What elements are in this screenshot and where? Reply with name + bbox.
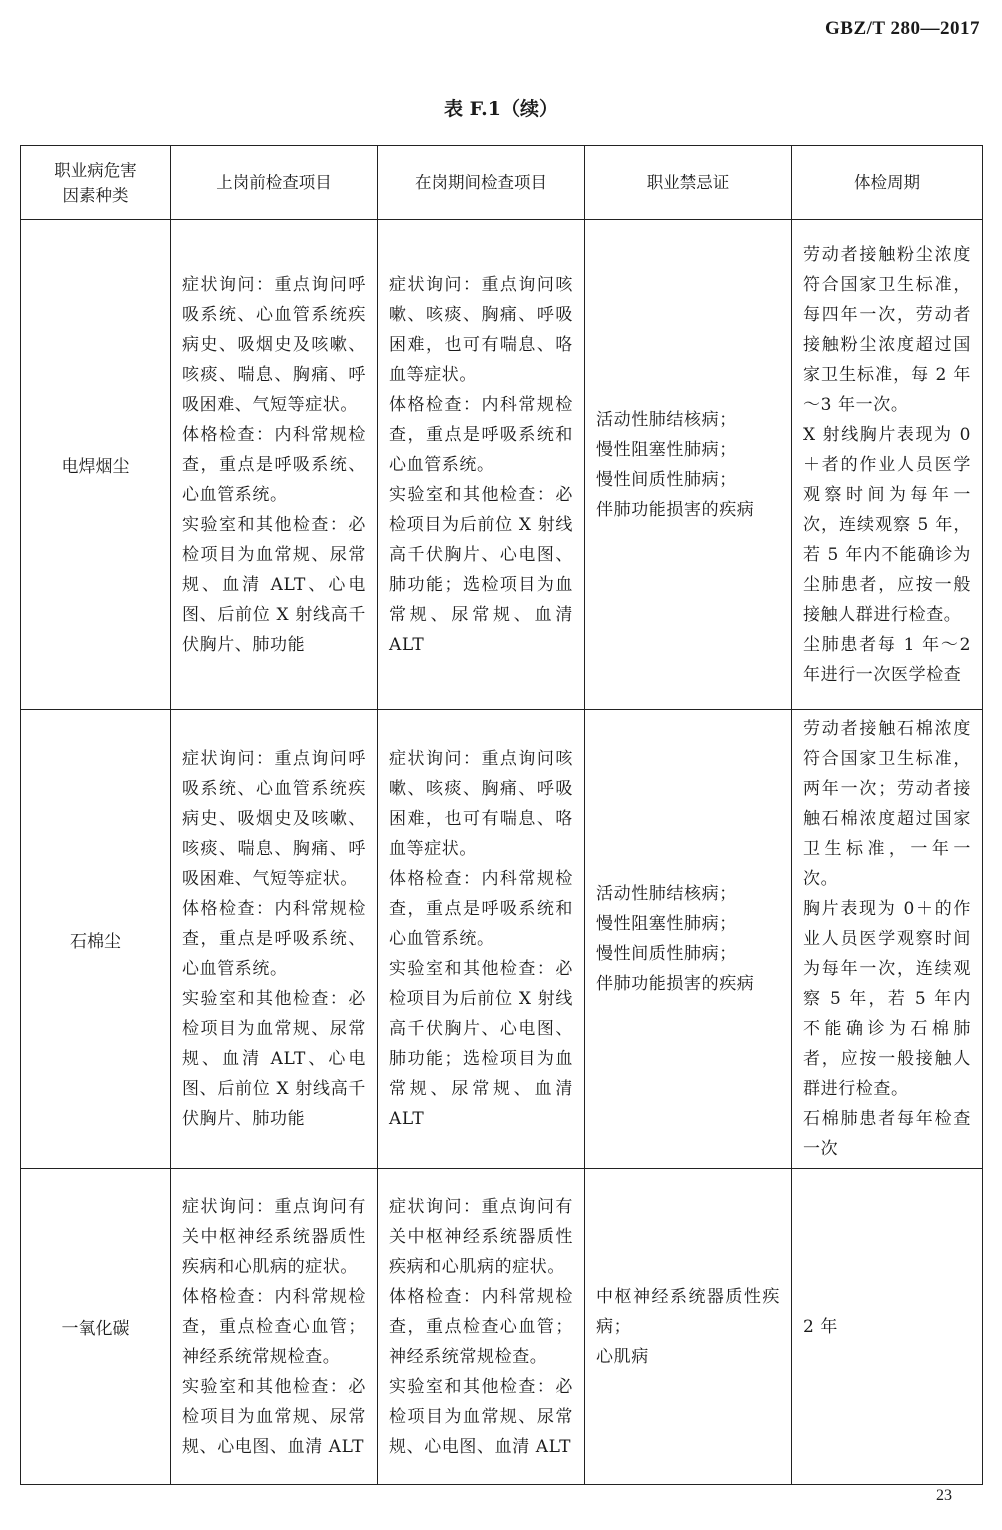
cell-paragraph: 实验室和其他检查：必检项目为后前位 X 射线高千伏胸片、心电图、肺功能；选检项目为血常规、尿常规、血清 ALT [389,959,573,1129]
cell-paragraph: 实验室和其他检查：必检项目为后前位 X 射线高千伏胸片、心电图、肺功能；选检项目为血常规、尿常规、血清 ALT [389,484,573,655]
on-duty-cell [378,710,585,1169]
cell-paragraph: 实验室和其他检查：必检项目为血常规、尿常规、血清 ALT、心电图、后前位 X 射线高千伏胸片、肺功能 [182,989,366,1129]
table-header-row [21,146,983,220]
header-factor-line: 职业病危害 [54,160,137,180]
cell-paragraph: 实验室和其他检查：必检项目为血常规、尿常规、血清 ALT、心电图、后前位 X 射线高千伏胸片、肺功能 [182,514,366,655]
cell-line: 伴肺功能损害的疾病 [596,499,755,520]
contraindication-cell [585,220,792,710]
cell-paragraph: 症状询问：重点询问咳嗽、咳痰、胸痛、呼吸困难，也可有喘息、咯血等症状。 [389,749,573,859]
document-code: GBZ/T 280—2017 [825,18,980,39]
cell-paragraph: 实验室和其他检查：必检项目为血常规、尿常规、心电图、血清 ALT [389,1376,573,1457]
cell-paragraph: 症状询问：重点询问咳嗽、咳痰、胸痛、呼吸困难，也可有喘息、咯血等症状。 [389,274,573,385]
cell-paragraph: 石棉肺患者每年检查一次 [803,1109,971,1159]
factor-cell: 石棉尘 [21,710,171,1169]
cell-line: 慢性阻塞性肺病； [596,914,737,934]
cell-paragraph: 劳动者接触石棉浓度符合国家卫生标准，两年一次；劳动者接触石棉浓度超过国家卫生标准，一年一次。 [803,719,971,889]
cell-paragraph: 体格检查：内科常规检查，重点是呼吸系统和心血管系统。 [389,394,573,475]
cell-paragraph: 症状询问：重点询问有关中枢神经系统器质性疾病和心肌病的症状。 [389,1196,573,1277]
cell-line: 中枢神经系统器质性疾病； [596,1286,780,1337]
header-contraindication: 职业禁忌证 [585,146,792,220]
cell-paragraph: 体格检查：内科常规检查，重点检查心血管；神经系统常规检查。 [389,1286,573,1367]
contraindication-cell [585,710,792,1169]
factor-cell: 电焊烟尘 [21,220,171,710]
cell-line: 慢性阻塞性肺病； [596,439,737,460]
cell-line: 活动性肺结核病； [596,884,737,904]
pre-employment-cell [171,1169,378,1485]
cell-line: 伴肺功能损害的疾病 [596,974,755,994]
table-caption: 表 F.1（续） [443,98,559,120]
cell-line: 心肌病 [596,1346,649,1367]
cell-line: 慢性间质性肺病； [596,944,737,964]
cell-paragraph: 尘肺患者每 1 年～2 年进行一次医学检查 [803,634,971,685]
cell-paragraph: 症状询问：重点询问呼吸系统、心血管系统疾病史、吸烟史及咳嗽、咳痰、喘息、胸痛、呼吸困难、气短等症状。 [182,749,366,889]
table-row [21,1169,983,1485]
page-number: 23 [936,1487,952,1504]
cell-paragraph: 2 年 [803,1316,839,1337]
header-factor-line: 因素种类 [62,185,129,205]
pre-employment-cell [171,220,378,710]
cell-paragraph: 症状询问：重点询问有关中枢神经系统器质性疾病和心肌病的症状。 [182,1196,366,1277]
cell-line: 活动性肺结核病； [596,409,737,430]
on-duty-cell [378,1169,585,1485]
contraindication-cell [585,1169,792,1485]
cell-paragraph: 劳动者接触粉尘浓度符合国家卫生标准，每四年一次，劳动者接触粉尘浓度超过国家卫生标准，每 2 年～3 年一次。 [803,244,971,415]
header-exam-period: 体检周期 [792,146,983,220]
cell-paragraph: 体格检查：内科常规检查，重点检查心血管；神经系统常规检查。 [182,1286,366,1367]
cell-paragraph: 胸片表现为 0＋的作业人员医学观察时间为每年一次，连续观察 5 年，若 5 年内不能确诊为石棉肺者，应按一般接触人群进行检查。 [803,899,971,1099]
pre-employment-cell [171,710,378,1169]
cell-paragraph: X 射线胸片表现为 0＋者的作业人员医学观察时间为每年一次，连续观察 5 年，若 5 年内不能确诊为尘肺患者，应按一般接触人群进行检查。 [803,424,971,625]
exam-period-cell [792,1169,983,1485]
header-on-duty: 在岗期间检查项目 [378,146,585,220]
cell-line: 慢性间质性肺病； [596,469,737,490]
table-row [21,220,983,710]
table-row [21,710,983,1169]
cell-paragraph: 实验室和其他检查：必检项目为血常规、尿常规、心电图、血清 ALT [182,1376,366,1457]
health-check-table [20,145,983,1485]
exam-period-cell [792,710,983,1169]
on-duty-cell [378,220,585,710]
cell-paragraph: 症状询问：重点询问呼吸系统、心血管系统疾病史、吸烟史及咳嗽、咳痰、喘息、胸痛、呼吸困难、气短等症状。 [182,274,366,415]
header-pre-employment: 上岗前检查项目 [171,146,378,220]
header-factor [21,146,171,220]
exam-period-cell [792,220,983,710]
cell-paragraph: 体格检查：内科常规检查，重点是呼吸系统和心血管系统。 [389,869,573,949]
cell-paragraph: 体格检查：内科常规检查，重点是呼吸系统、心血管系统。 [182,899,366,979]
factor-cell: 一氧化碳 [21,1169,171,1485]
cell-paragraph: 体格检查：内科常规检查，重点是呼吸系统、心血管系统。 [182,424,366,505]
